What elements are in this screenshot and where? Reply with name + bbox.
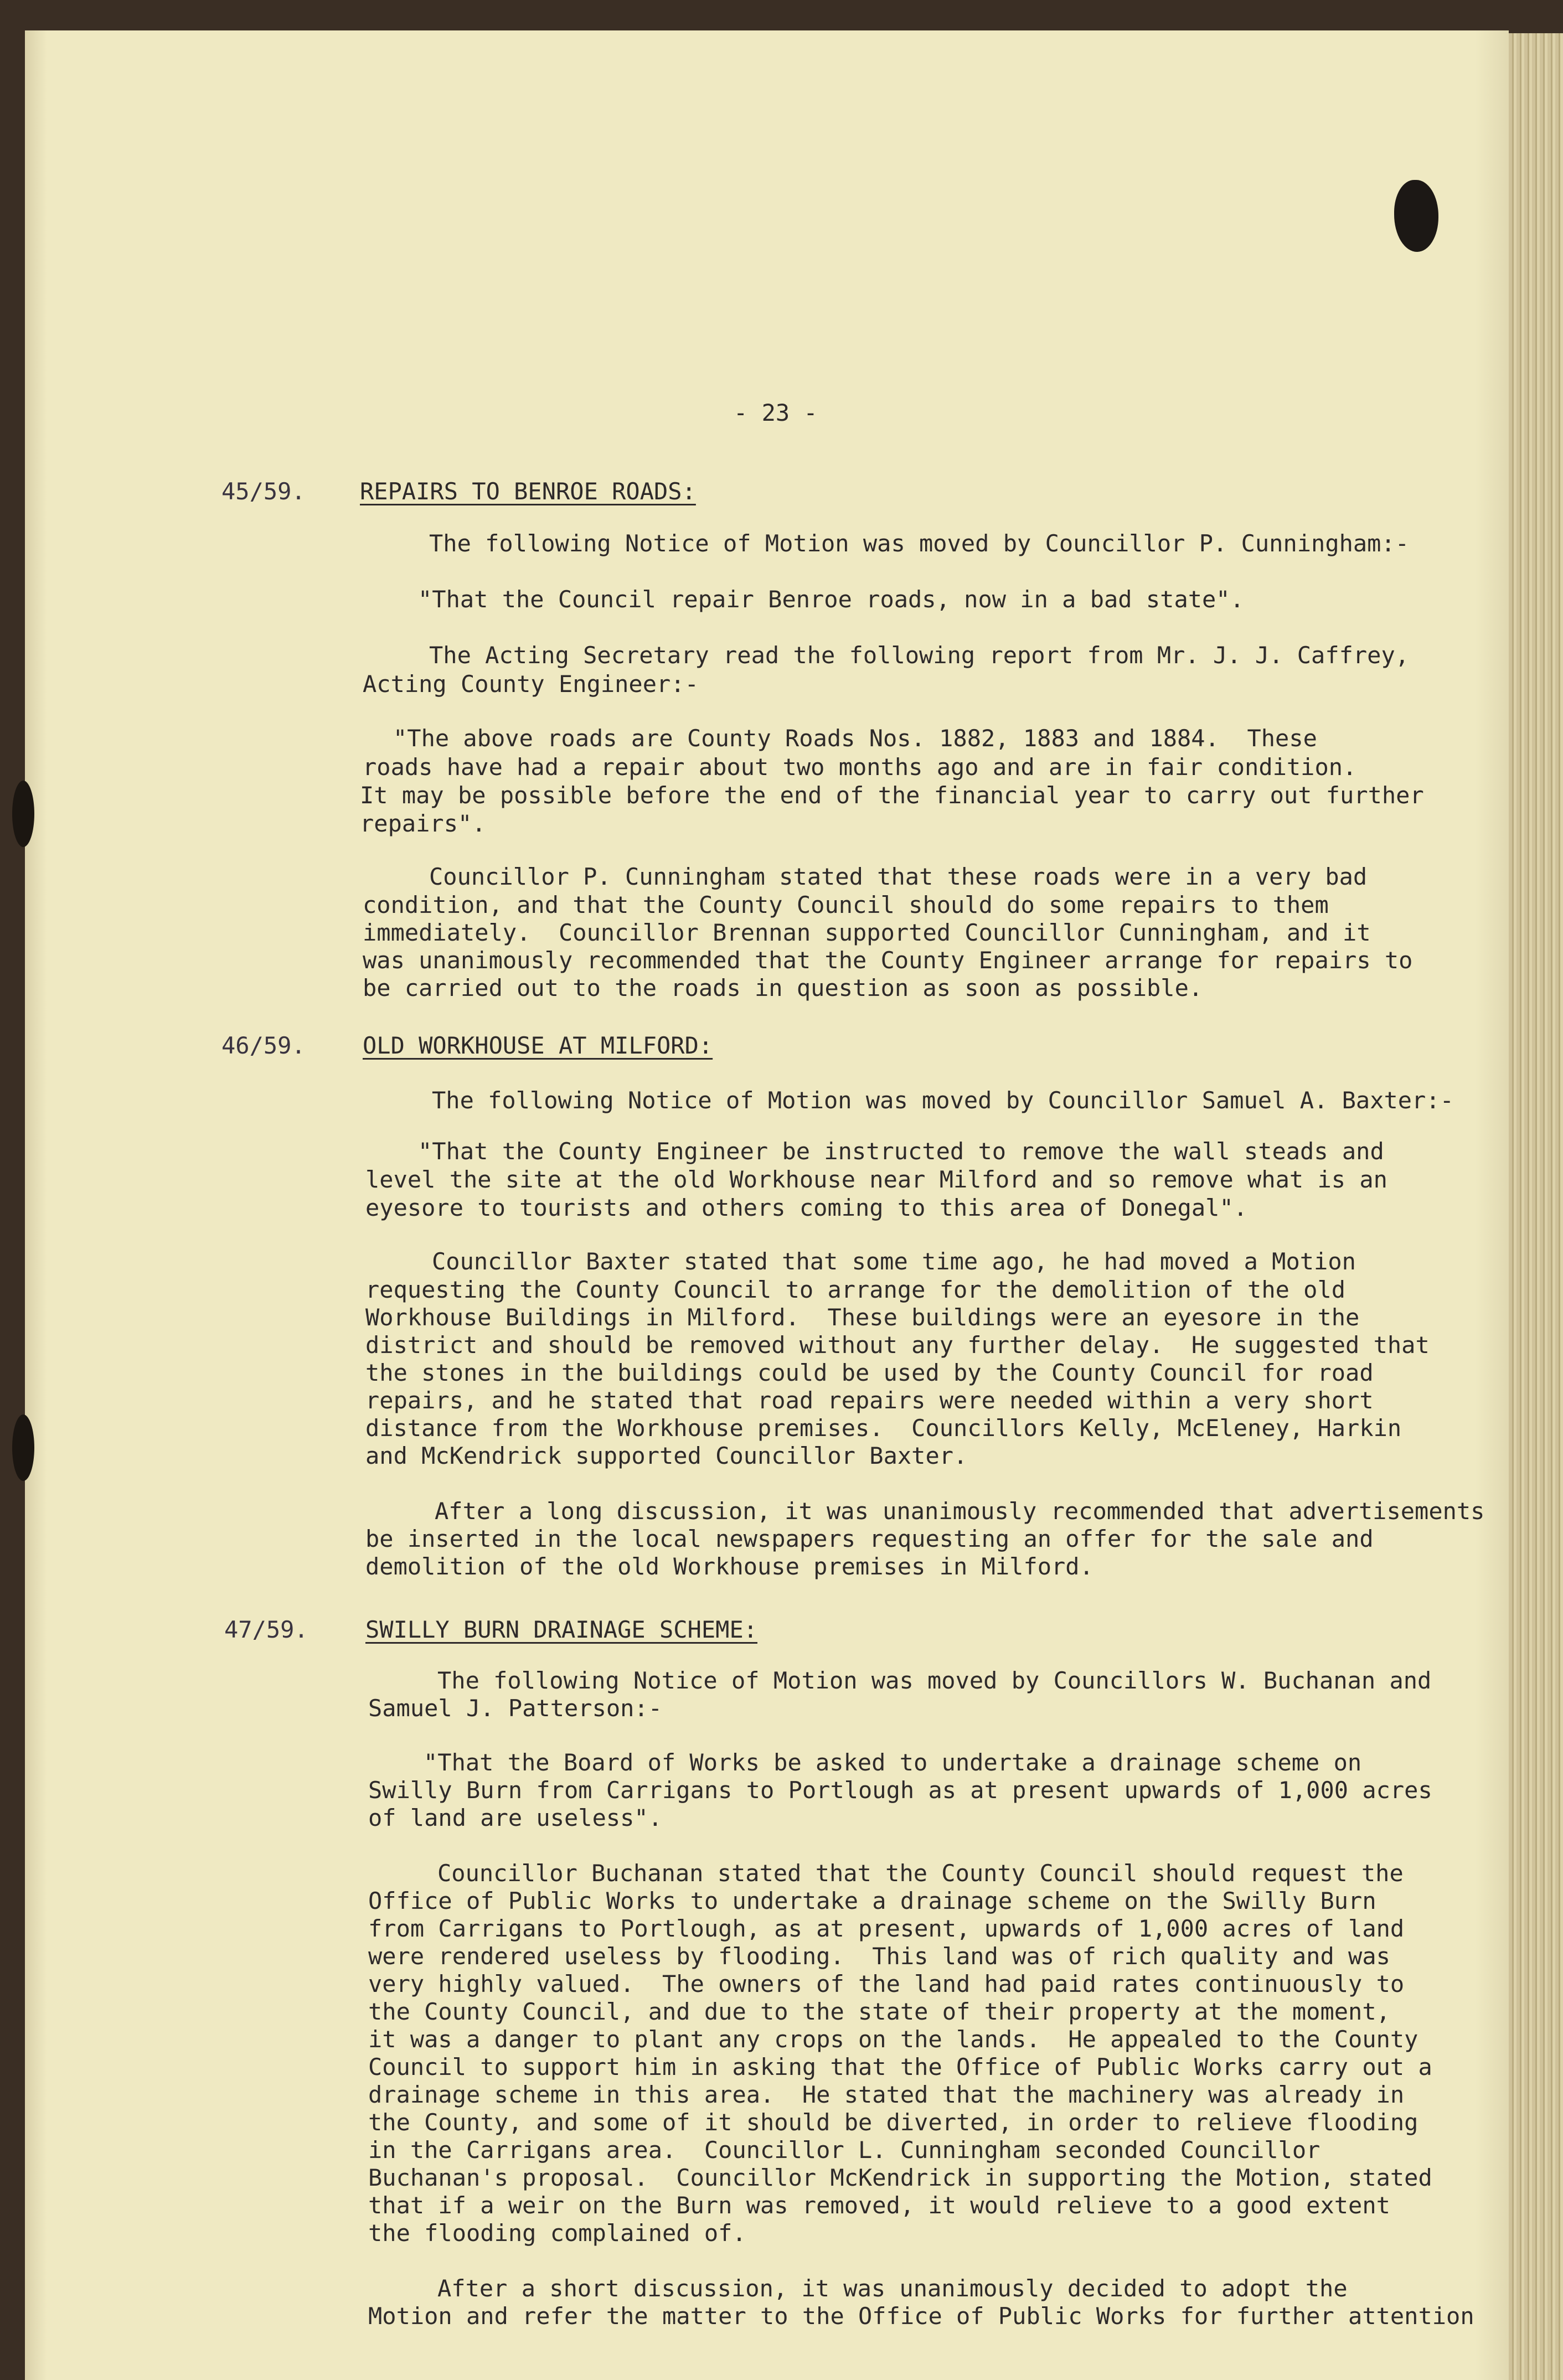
binding-ring-1 bbox=[12, 781, 34, 847]
paragraph-line: was unanimously recommended that the County Engineer arrange for repairs to bbox=[363, 947, 1413, 974]
paragraph-line: The Acting Secretary read the following report from Mr. J. J. Caffrey, bbox=[429, 642, 1410, 669]
item-number: 47/59. bbox=[224, 1616, 308, 1643]
paragraph-line: The following Notice of Motion was moved by Councillor Samuel A. Baxter:- bbox=[432, 1087, 1454, 1114]
paragraph-line: distance from the Workhouse premises. Councillors Kelly, McEleney, Harkin bbox=[365, 1414, 1402, 1442]
paragraph-line: the flooding complained of. bbox=[368, 2219, 746, 2247]
section-heading: SWILLY BURN DRAINAGE SCHEME: bbox=[365, 1616, 758, 1643]
paragraph-line: After a short discussion, it was unanimously decided to adopt the bbox=[437, 2275, 1348, 2302]
paragraph-line: "That the Council repair Benroe roads, now in a bad state". bbox=[418, 586, 1244, 613]
paragraph-line: condition, and that the County Council should do some repairs to them bbox=[363, 891, 1329, 918]
paragraph-line: Motion and refer the matter to the Office of Public Works for further attention bbox=[368, 2302, 1474, 2330]
paragraph-line: Councillor Baxter stated that some time ago, he had moved a Motion bbox=[432, 1248, 1356, 1275]
paragraph-line: in the Carrigans area. Councillor L. Cunningham seconded Councillor bbox=[368, 2136, 1320, 2164]
paragraph-line: of land are useless". bbox=[368, 1804, 663, 1831]
section-heading: OLD WORKHOUSE AT MILFORD: bbox=[363, 1032, 713, 1059]
paragraph-line: Acting County Engineer:- bbox=[363, 670, 699, 698]
ink-blot bbox=[1394, 180, 1438, 252]
paragraph-line: repairs". bbox=[360, 810, 486, 837]
paragraph-line: repairs, and he stated that road repairs were needed within a very short bbox=[365, 1387, 1374, 1414]
paragraph-line: It may be possible before the end of the financial year to carry out further bbox=[360, 782, 1424, 809]
page-number: - 23 - bbox=[734, 399, 818, 426]
paragraph-line: The following Notice of Motion was moved by Councillor P. Cunningham:- bbox=[429, 530, 1410, 557]
paragraph-line: that if a weir on the Burn was removed, it would relieve to a good extent bbox=[368, 2192, 1390, 2219]
book-binding bbox=[1509, 33, 1563, 2380]
paragraph-line: "The above roads are County Roads Nos. 1882, 1883 and 1884. These bbox=[393, 725, 1317, 752]
paragraph-line: drainage scheme in this area. He stated that the machinery was already in bbox=[368, 2081, 1405, 2108]
paragraph-line: Buchanan's proposal. Councillor McKendrick in supporting the Motion, stated bbox=[368, 2164, 1432, 2191]
paragraph-line: the County Council, and due to the state of their property at the moment, bbox=[368, 1998, 1390, 2025]
paragraph-line: and McKendrick supported Councillor Baxter. bbox=[365, 1442, 968, 1469]
paragraph-line: Office of Public Works to undertake a drainage scheme on the Swilly Burn bbox=[368, 1887, 1376, 1914]
paragraph-line: demolition of the old Workhouse premises in Milford. bbox=[365, 1553, 1093, 1580]
item-number: 46/59. bbox=[221, 1032, 306, 1059]
paragraph-line: district and should be removed without any further delay. He suggested that bbox=[365, 1331, 1430, 1359]
paragraph-line: Councillor Buchanan stated that the County Council should request the bbox=[437, 1860, 1404, 1887]
paragraph-line: roads have had a repair about two months ago and are in fair condition. bbox=[363, 753, 1357, 781]
paragraph-line: were rendered useless by flooding. This land was of rich quality and was bbox=[368, 1943, 1390, 1970]
paragraph-line: Council to support him in asking that the Office of Public Works carry out a bbox=[368, 2053, 1432, 2080]
paragraph-line: After a long discussion, it was unanimously recommended that advertisements bbox=[435, 1498, 1485, 1525]
paragraph-line: immediately. Councillor Brennan supported Councillor Cunningham, and it bbox=[363, 919, 1371, 946]
paragraph-line: The following Notice of Motion was moved by Councillors W. Buchanan and bbox=[437, 1667, 1432, 1694]
paragraph-line: Councillor P. Cunningham stated that these roads were in a very bad bbox=[429, 863, 1368, 890]
paragraph-line: Workhouse Buildings in Milford. These buildings were an eyesore in the bbox=[365, 1304, 1360, 1331]
paragraph-line: requesting the County Council to arrange for the demolition of the old bbox=[365, 1276, 1346, 1303]
item-number: 45/59. bbox=[221, 478, 306, 505]
paragraph-line: "That the County Engineer be instructed to remove the wall steads and bbox=[418, 1138, 1384, 1165]
paragraph-line: the County, and some of it should be diverted, in order to relieve flooding bbox=[368, 2109, 1418, 2136]
binding-ring-2 bbox=[12, 1414, 34, 1481]
paragraph-line: be carried out to the roads in question as soon as possible. bbox=[363, 974, 1203, 1001]
paragraph-line: from Carrigans to Portlough, as at present, upwards of 1,000 acres of land bbox=[368, 1915, 1405, 1942]
paragraph-line: level the site at the old Workhouse near Milford and so remove what is an bbox=[365, 1166, 1387, 1193]
paragraph-line: Samuel J. Patterson:- bbox=[368, 1695, 663, 1722]
paragraph-line: "That the Board of Works be asked to undertake a drainage scheme on bbox=[424, 1749, 1362, 1776]
paragraph-line: be inserted in the local newspapers requesting an offer for the sale and bbox=[365, 1525, 1374, 1552]
section-heading: REPAIRS TO BENROE ROADS: bbox=[360, 478, 696, 505]
paragraph-line: Swilly Burn from Carrigans to Portlough as at present upwards of 1,000 acres bbox=[368, 1777, 1432, 1804]
paragraph-line: eyesore to tourists and others coming to this area of Donegal". bbox=[365, 1194, 1248, 1221]
paragraph-line: it was a danger to plant any crops on the lands. He appealed to the County bbox=[368, 2026, 1418, 2053]
paragraph-line: the stones in the buildings could be used by the County Council for road bbox=[365, 1359, 1374, 1386]
paragraph-line: very highly valued. The owners of the land had paid rates continuously to bbox=[368, 1970, 1405, 1997]
